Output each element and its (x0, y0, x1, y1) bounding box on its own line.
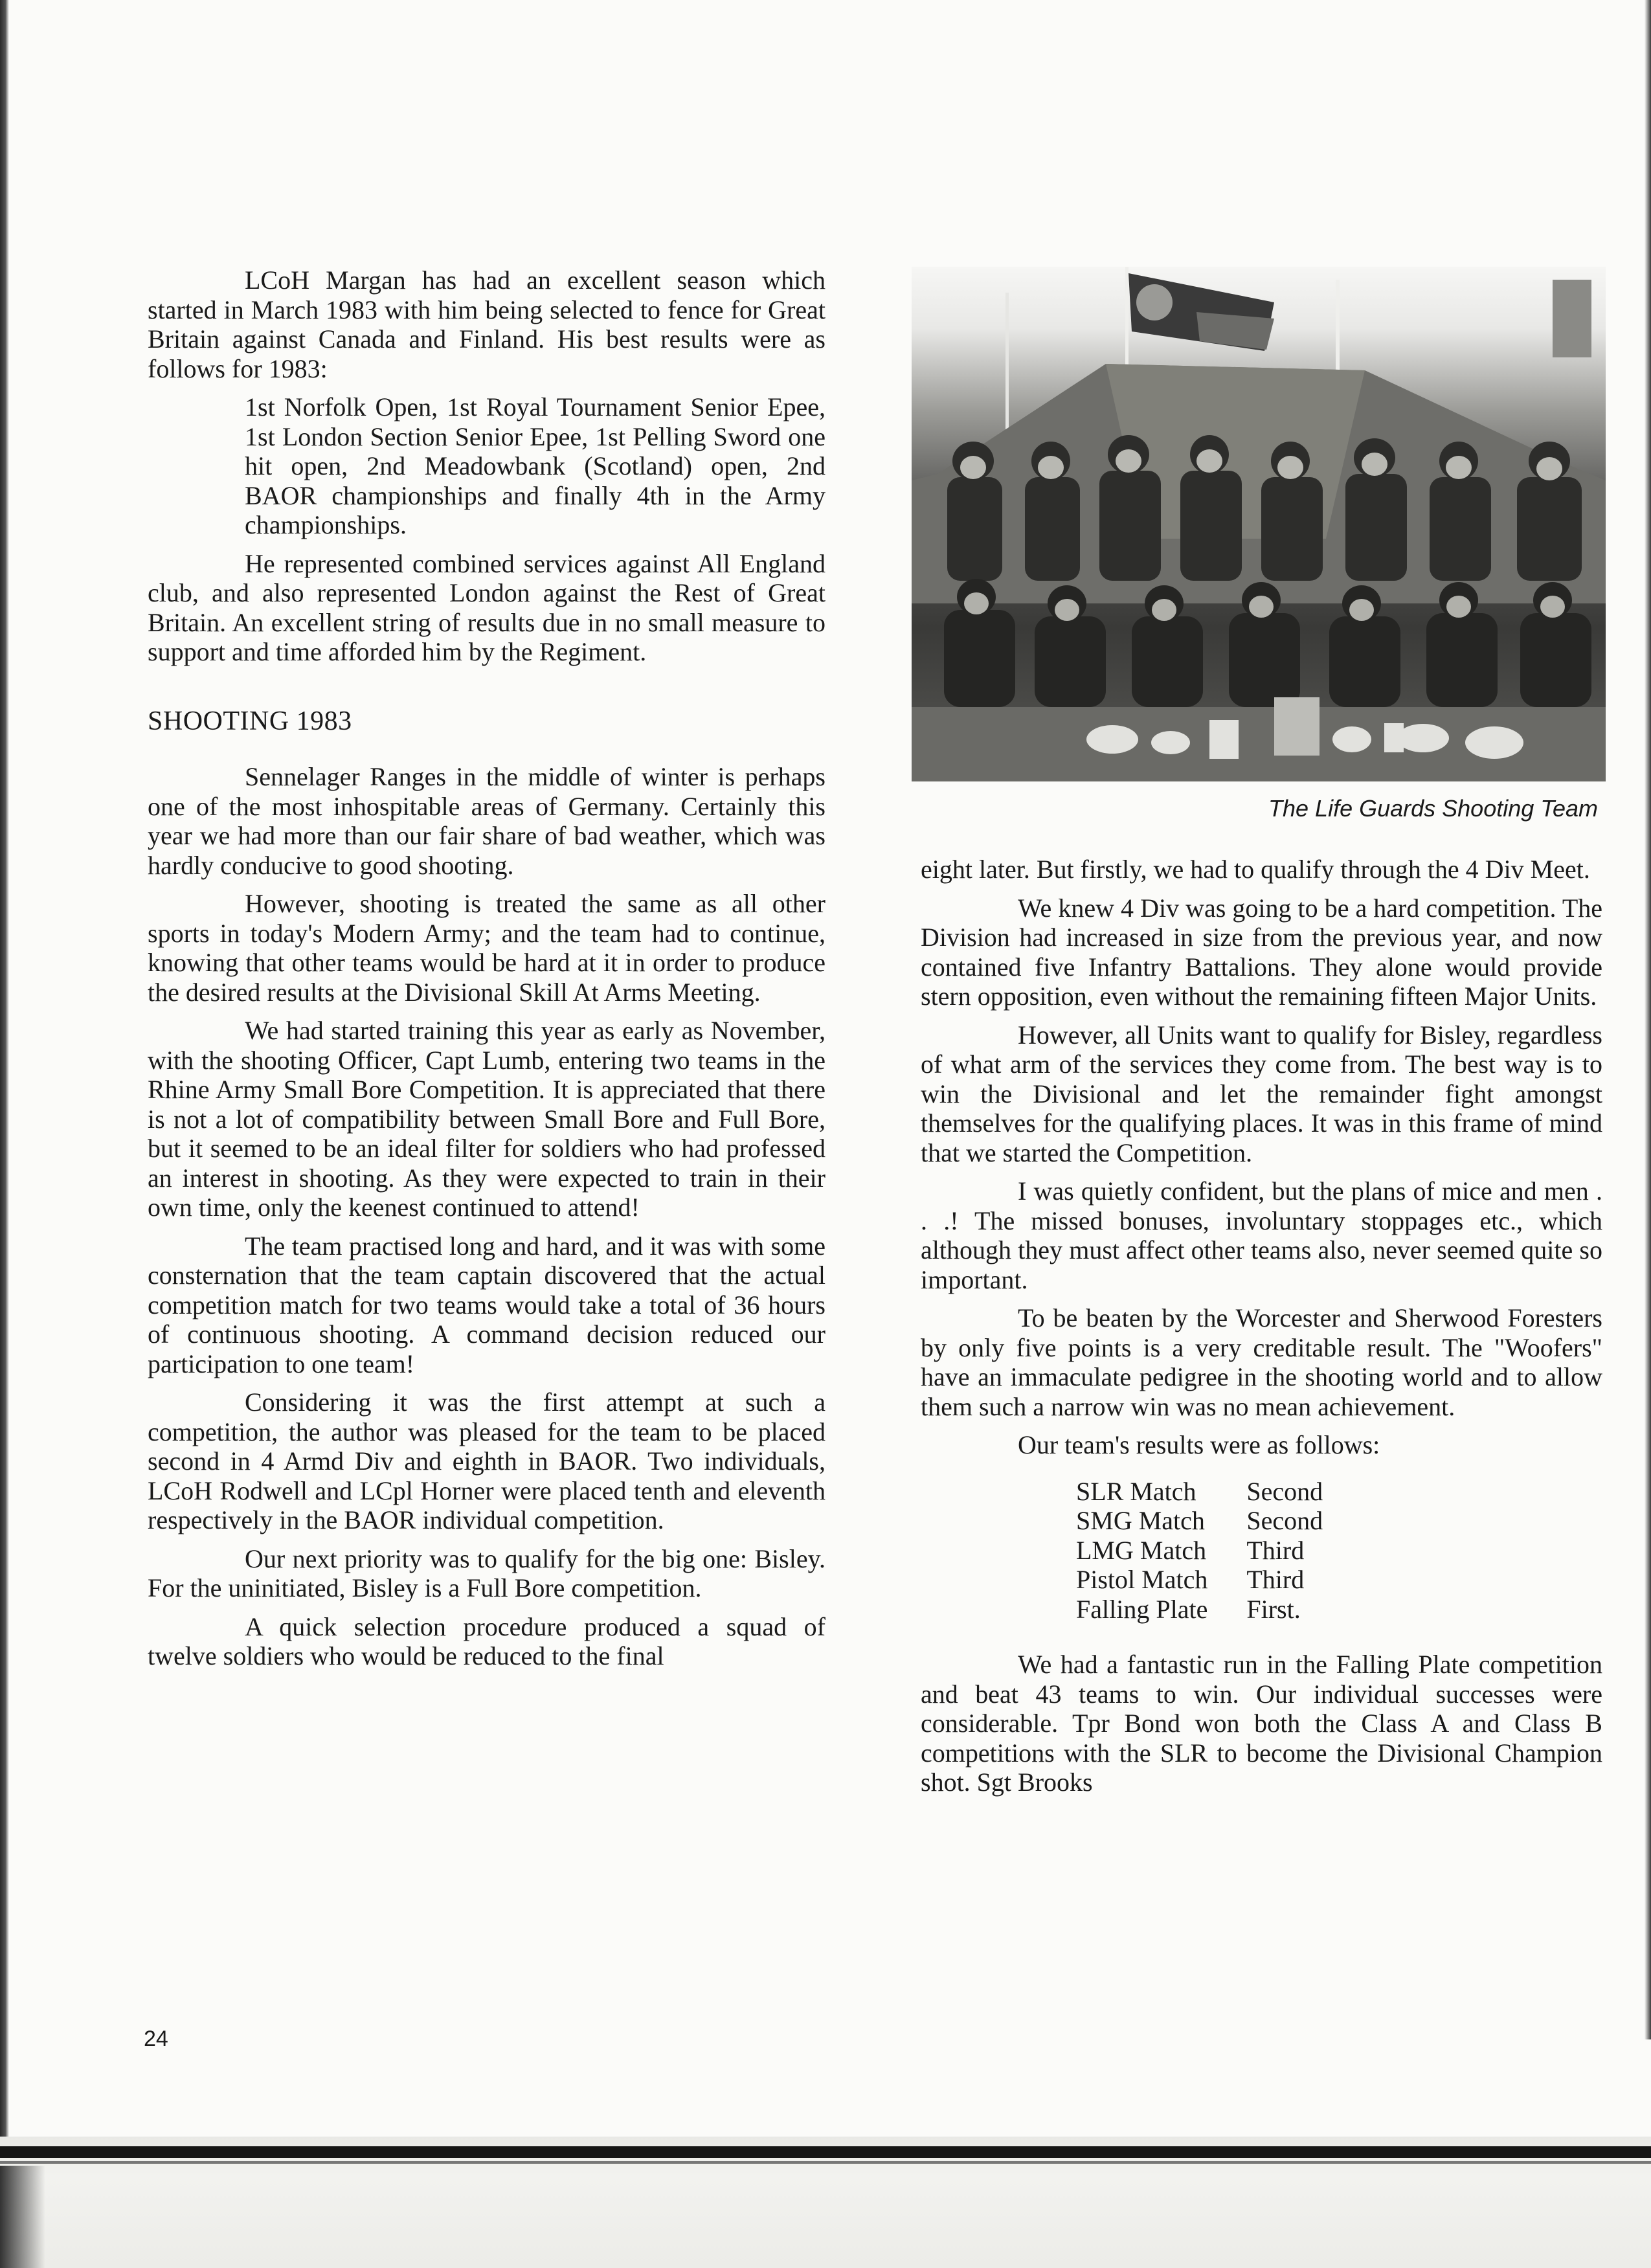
represented-paragraph: He represented combined services against All England club, and also represented London against the Rest of Great Britain. An excellent string of results due in no small measure to support and time afforded him by the Regiment. (148, 548, 826, 666)
results-row (1076, 1477, 1362, 1507)
results-row (1076, 1506, 1362, 1536)
results-table (1076, 1477, 1362, 1624)
team-photo-illustration (912, 267, 1606, 781)
results-row (1076, 1595, 1362, 1624)
scan-bottom-corner (0, 2166, 45, 2268)
intro-paragraph: LCoH Margan has had an excellent season which started in March 1983 with him being selected to fence for Great Britain against Canada and Finland. His best results were as follows for 1983: (148, 265, 826, 383)
bisley-paragraph: However, all Units want to qualify for Bisley, regardless of what arm of the services they come from. The best way is to win the Divisional and let the remainder fight amongst themselves for the qualifying places. It was in this frame of mind that we started the Competition. (921, 1020, 1602, 1167)
photo-caption: The Life Guards Shooting Team (1268, 795, 1598, 822)
left-column (148, 265, 826, 1671)
shooting-paragraph: Considering it was the first attempt at such a competition, the author was pleased for the team to be placed second in 4 Armd Div and eighth in BAOR. Two individuals, LCoH Rodwell and LCpl Horner were placed tenth and eleventh respectively in the BAOR individual competition. (148, 1387, 826, 1534)
bisley-paragraph: We knew 4 Div was going to be a hard competition. The Division had increased in size from the previous year, and now contained five Infantry Battalions. They alone would provide stern opposition, even without the remaining fifteen Major Units. (921, 893, 1602, 1011)
match-place: Third (1246, 1565, 1305, 1594)
bisley-paragraph: I was quietly confident, but the plans of mice and men . . .! The missed bonuses, involuntary stoppages etc., which although they must affect other teams also, never seemed quite so important. (921, 1176, 1602, 1294)
results-row (1076, 1565, 1362, 1595)
match-place: First. (1246, 1594, 1301, 1624)
fencing-results-text: 1st Norfolk Open, 1st Royal Tournament Senior Epee, 1st London Section Senior Epee, 1st Pelling Sword one hit open, 2nd Meadowbank (Scotland) open, 2nd BAOR championships and finally 4th in the Army championships. (245, 392, 826, 539)
match-place: Second (1246, 1476, 1323, 1506)
bisley-paragraph: To be beaten by the Worcester and Sherwood Foresters by only five points is a very creditable result. The "Woofers" have an immaculate pedigree in the shooting world and to allow them such a narrow win was no mean achievement. (921, 1303, 1602, 1421)
match-name: SMG Match (1076, 1506, 1205, 1535)
shooting-paragraph: However, shooting is treated the same as all other sports in today's Modern Army; and the team had to continue, knowing that other teams would be hard at it in order to produce the desired results at the Divisional Skill At Arms Meeting. (148, 889, 826, 1007)
shooting-paragraph: Our next priority was to qualify for the big one: Bisley. For the uninitiated, Bisley is a Full Bore competition. (148, 1544, 826, 1602)
continuation-paragraph: eight later. But firstly, we had to qualify through the 4 Div Meet. (921, 855, 1590, 884)
results-row (1076, 1536, 1362, 1566)
scan-bottom-rule-thin (0, 2161, 1651, 2164)
match-name: Pistol Match (1076, 1565, 1208, 1594)
results-intro: Our team's results were as follows: (1018, 1430, 1380, 1459)
shooting-paragraph: A quick selection procedure produced a squad of twelve soldiers who would be reduced to the final (148, 1611, 826, 1670)
shooting-paragraph: The team practised long and hard, and it was with some consternation that the team captain discovered that the actual competition match for two teams would take a total of 36 hours of continuous shooting. A command decision reduced our participation to one team! (148, 1231, 826, 1378)
shooting-paragraph: We had started training this year as early as November, with the shooting Officer, Capt Lumb, entering two teams in the Rhine Army Small Bore Competition. It is appreciated that there is not a lot of compatibility between Small Bore and Full Bore, but it seemed to be an ideal filter for soldiers who had professed an interest in shooting. As they were expected to train in their own time, only the keenest continued to attend! (148, 1016, 826, 1222)
match-name: LMG Match (1076, 1535, 1207, 1565)
shooting-paragraph: Sennelager Ranges in the middle of winter is perhaps one of the most inhospitable areas of Germany. Certainly this year we had more than our fair share of bad weather, which was hardly conducive to good shooting. (148, 762, 826, 880)
scan-bottom-rule (0, 2146, 1651, 2158)
section-heading: SHOOTING 1983 (148, 706, 352, 736)
right-column (921, 855, 1602, 1797)
scan-edge-left (0, 0, 9, 2268)
match-name: Falling Plate (1076, 1594, 1208, 1624)
page-number: 24 (144, 2027, 168, 2051)
match-place: Second (1246, 1506, 1323, 1535)
scan-edge-right (1645, 0, 1651, 2039)
match-name: SLR Match (1076, 1476, 1196, 1506)
team-photo (912, 267, 1606, 781)
match-place: Third (1246, 1535, 1305, 1565)
closing-paragraph: We had a fantastic run in the Falling Plate competition and beat 43 teams to win. Our individual successes were considerable. Tpr Bond won both the Class A and Class B competitions with the SLR to become the Divisional Champion shot. Sgt Brooks (921, 1650, 1602, 1797)
fencing-results (245, 392, 826, 540)
